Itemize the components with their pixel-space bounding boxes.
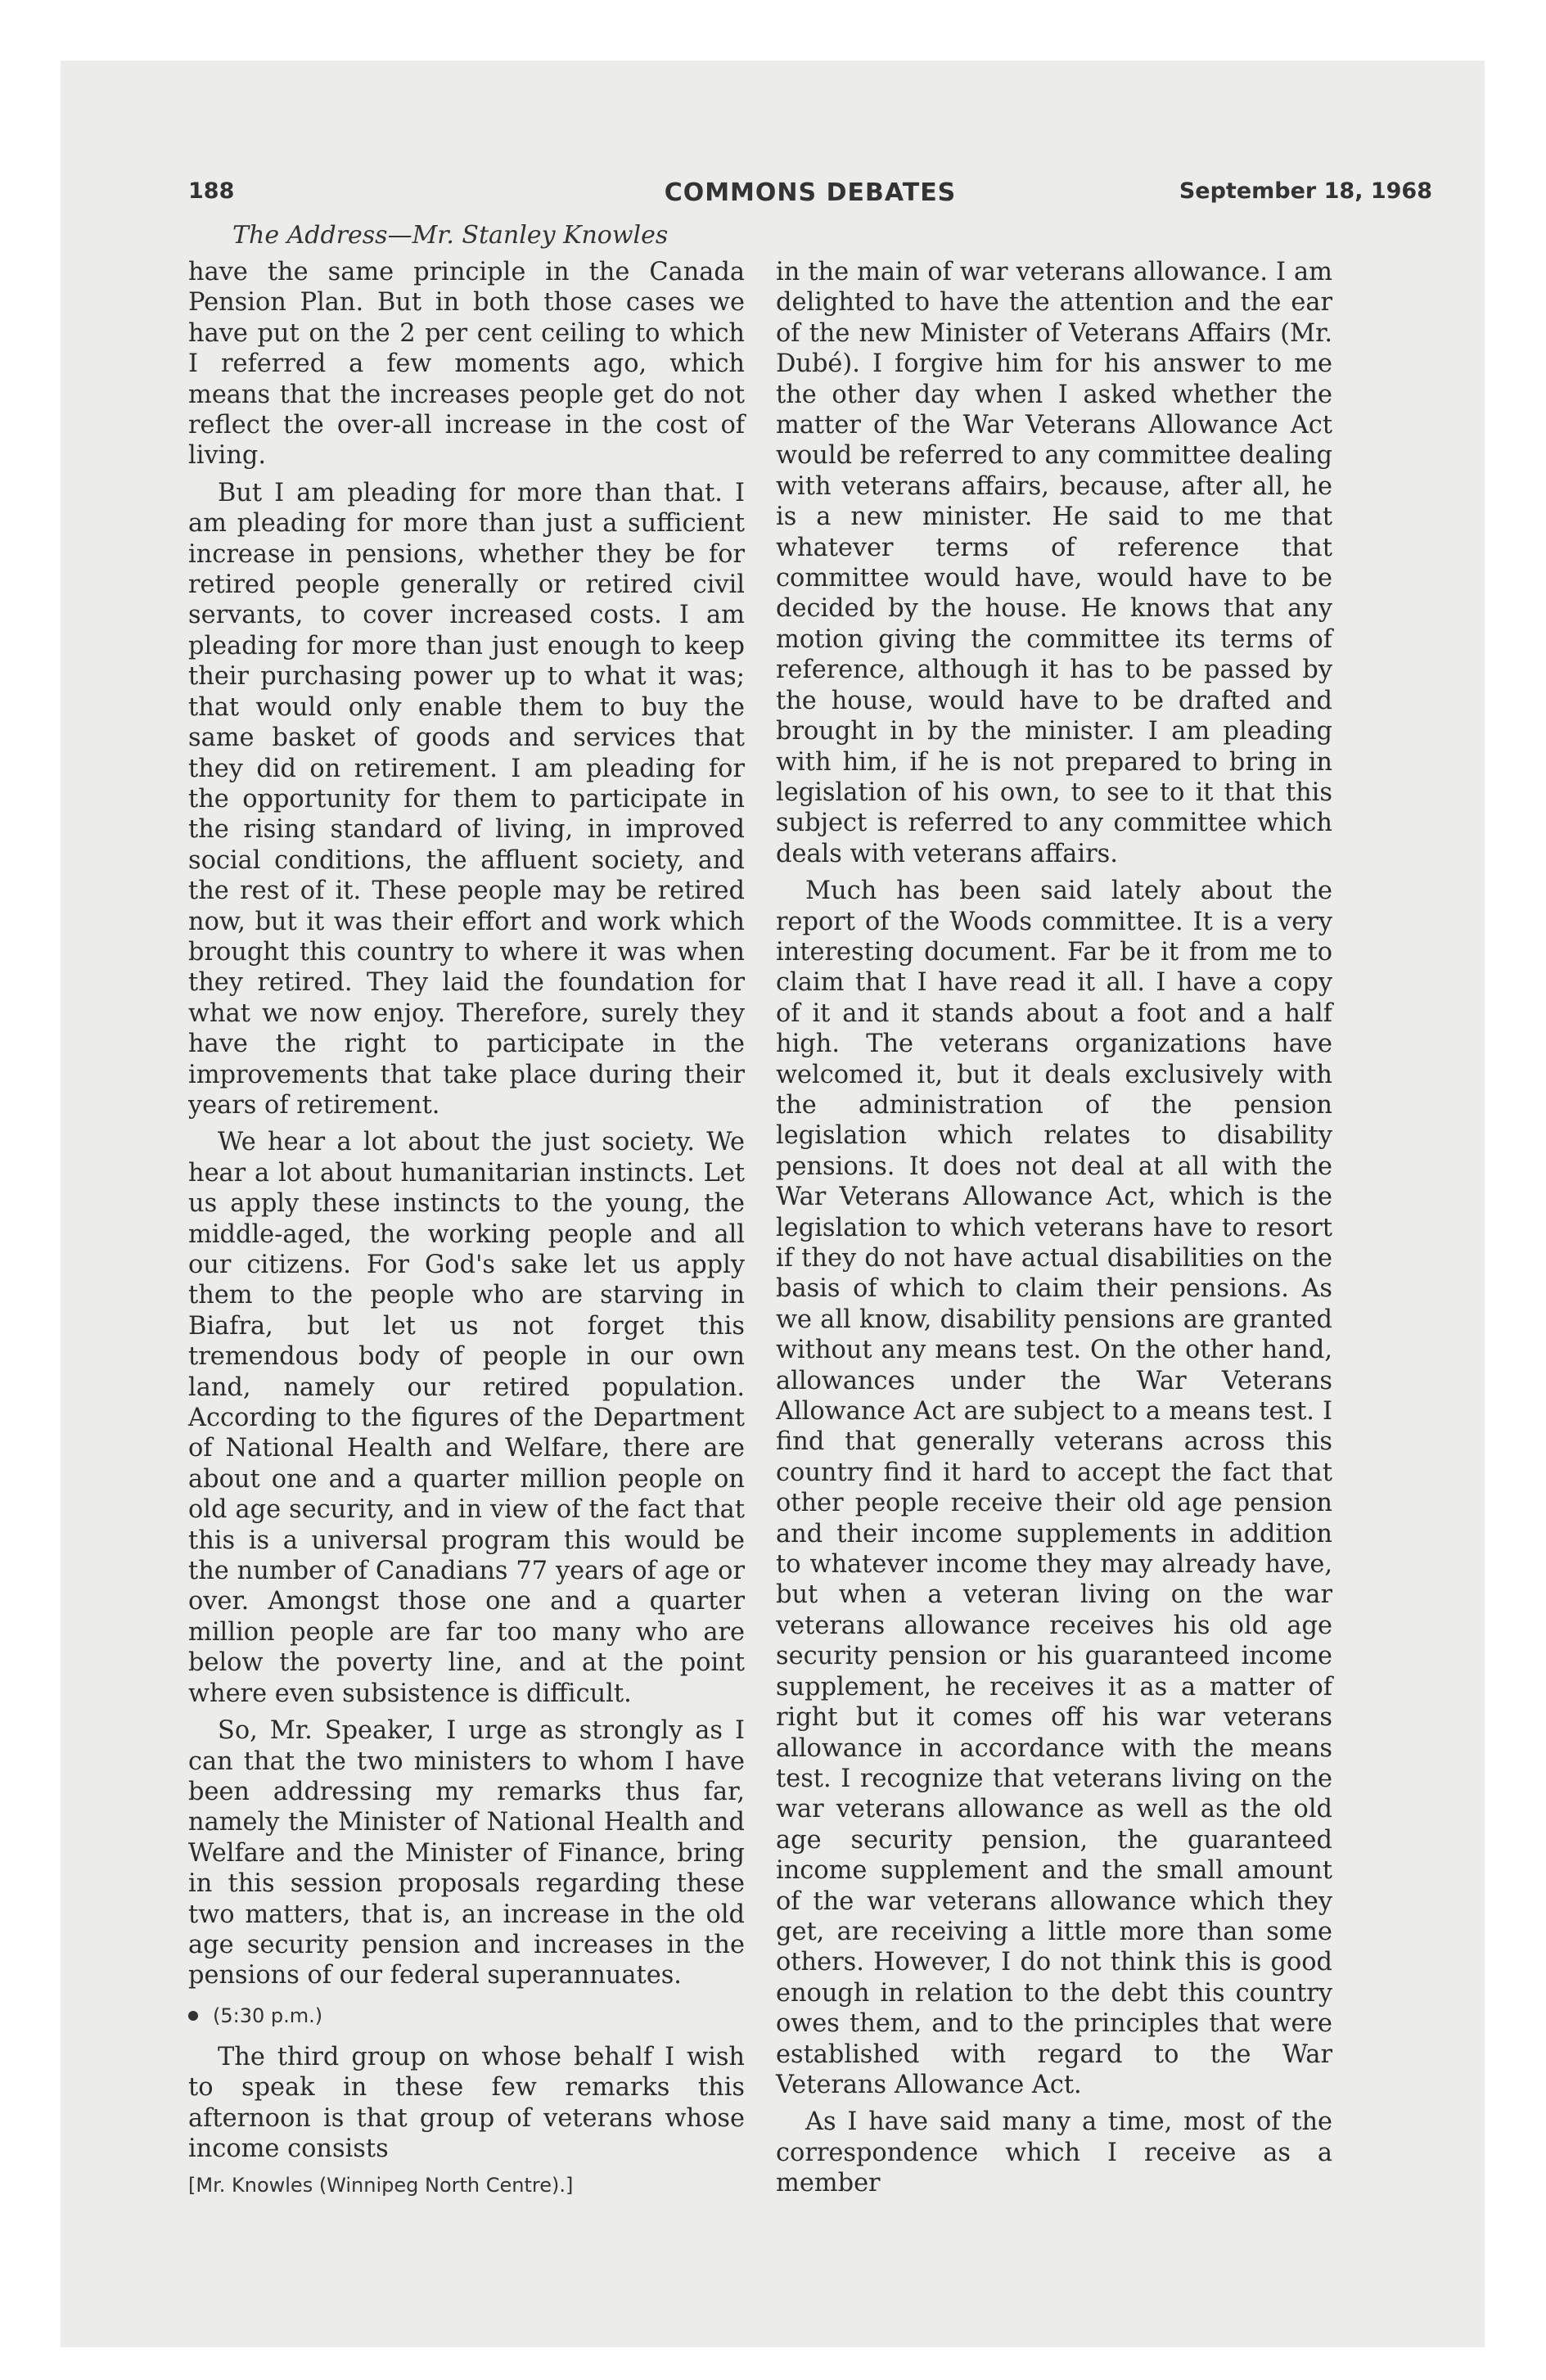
right-column: [776, 257, 1332, 2206]
left-column: [188, 257, 745, 2198]
page-header: [188, 178, 1432, 214]
bullet-icon: [188, 2011, 198, 2021]
paragraph: But I am pleading for more than that. I am pleading for more than just a sufficient increase in pensions, whether they be for retired people generally or retired civil servants, to cover increased costs. I am pleading for more than just enough to keep their purchasing power up to what it was; that would only enable them to buy the same basket of goods and services that they did on retirement. I am pleading for the opportunity for them to participate in the rising standard of living, in improved social conditions, the affluent society, and the rest of it. These people may be retired now, but it was their effort and work which brought this country to where it was when they retired. They laid the foundation for what we now enjoy. Therefore, surely they have the right to participate in the improvements that take place during their years of retirement.: [188, 478, 745, 1120]
paragraph: So, Mr. Speaker, I urge as strongly as I can that the two ministers to whom I have been addressing my remarks thus far, namely the Minister of National Health and Welfare and the Minister of Finance, bring in this session proposals regarding these two matters, that is, an increase in the old age security pension and increases in the pensions of our federal superannuates.: [188, 1716, 745, 1990]
speaker-footer: [Mr. Knowles (Winnipeg North Centre).]: [188, 2174, 574, 2197]
page-number: 188: [188, 178, 235, 204]
running-head: The Address—Mr. Stanley Knowles: [232, 221, 669, 250]
paragraph: We hear a lot about the just society. We hear a lot about humanitarian instincts. Let us apply these instincts to the young, the middle-aged, the working people and all our citizens. For God's sake let us apply them to the people who are starving in Biafra, but let us not forget this tremendous body of people in our own land, namely our retired population. According to the figures of the Department of National Health and Welfare, there are about one and a quarter million people on old age security, and in view of the fact that this is a universal program this would be the number of Canadians 77 years of age or over. Amongst those one and a quarter million people are far too many who are below the poverty line, and at the point where even subsistence is difficult.: [188, 1128, 745, 1708]
time-stamp-text: (5:30 p.m.): [213, 2004, 323, 2027]
publication-title: COMMONS DEBATES: [664, 178, 957, 207]
paragraph: Much has been said lately about the report of the Woods committee. It is a very interesting document. Far be it from me to claim that I have read it all. I have a copy of it and it stands about a foot and a half high. The veterans organizations have welcomed it, but it deals exclusively with the administration of the pension legislation which relates to disability pensions. It does not deal at all with the War Veterans Allowance Act, which is the legislation to which veterans have to resort if they do not have actual disabilities on the basis of which to claim their pensions. As we all know, disability pensions are granted without any means test. On the other hand, allowances under the War Veterans Allowance Act are subject to a means test. I find that generally veterans across this country find it hard to accept the fact that other people receive their old age pension and their income supplements in addition to whatever income they may already have, but when a veteran living on the war veterans allowance receives his old age security pension or his guaranteed income supplement, he receives it as a matter of right but it comes off his war veterans allowance in accordance with the means test. I recognize that veterans living on the war veterans allowance as well as the old age security pension, the guaranteed income supplement and the small amount of the war veterans allowance which they get, are receiving a little more than some others. However, I do not think this is good enough in relation to the debt this country owes them, and to the principles that were established with regard to the War Veterans Allowance Act.: [776, 877, 1332, 2099]
publication-date: September 18, 1968: [1179, 178, 1432, 204]
time-stamp: [188, 2003, 745, 2029]
paragraph: The third group on whose behalf I wish to speak in these few remarks this afternoon is that group of veterans whose income consists: [188, 2042, 745, 2163]
paragraph: As I have said many a time, most of the correspondence which I receive as a member: [776, 2107, 1332, 2198]
paragraph: in the main of war veterans allowance. I am delighted to have the attention and the ear of the new Minister of Veterans Affairs (Mr. Dubé). I forgive him for his answer to me the other day when I asked whether the matter of the War Veterans Allowance Act would be referred to any committee dealing with veterans affairs, because, after all, he is a new minister. He said to me that whatever terms of reference that committee would have, would have to be decided by the house. He knows that any motion giving the committee its terms of reference, although it has to be passed by the house, would have to be drafted and brought in by the minister. I am pleading with him, if he is not prepared to bring in legislation of his own, to see to it that this subject is referred to any committee which deals with veterans affairs.: [776, 258, 1332, 868]
paragraph: have the same principle in the Canada Pension Plan. But in both those cases we have put on the 2 per cent ceiling to which I referred a few moments ago, which means that the increases people get do not reflect the over-all increase in the cost of living.: [188, 258, 745, 471]
